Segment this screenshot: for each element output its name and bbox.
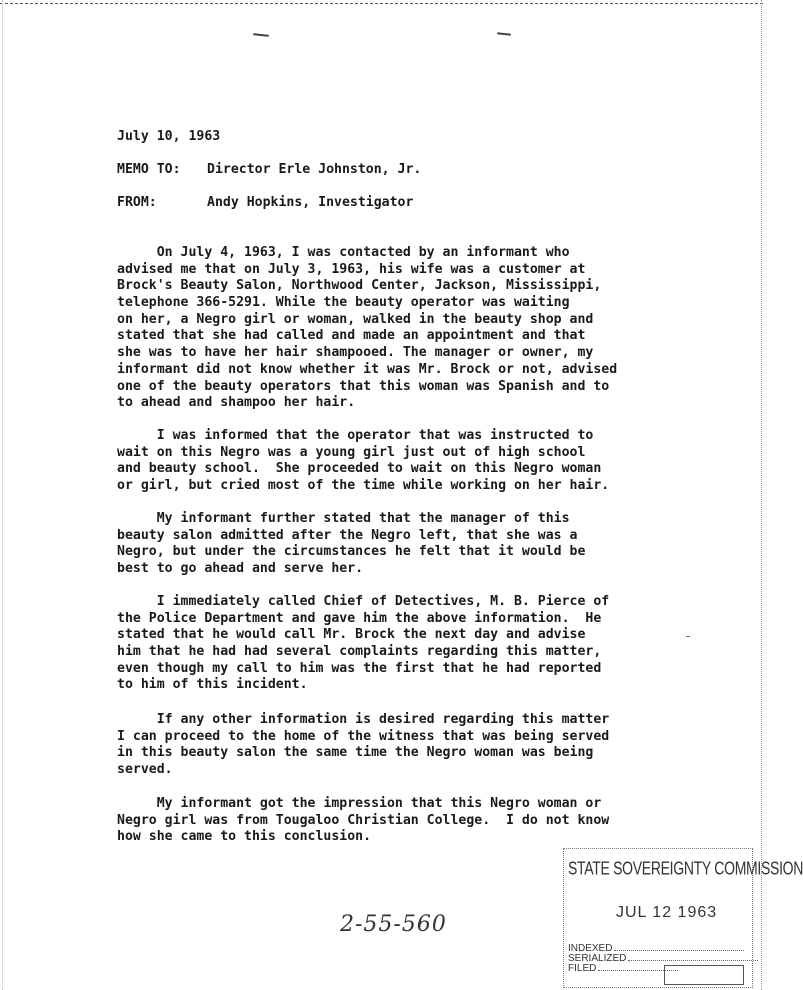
memo-date: July 10, 1963 <box>117 129 221 144</box>
paragraph-line: even though my call to him was the first that he had reported <box>117 660 602 676</box>
memo-to-value: Director Erle Johnston, Jr. <box>207 162 422 177</box>
stamp-initials-box <box>664 965 744 985</box>
paragraph-line: I was informed that the operator that was instructed to <box>117 428 594 443</box>
paragraph-line: On July 4, 1963, I was contacted by an informant who <box>117 245 570 260</box>
paragraph-line: in this beauty salon the same time the Negro woman was being <box>117 745 594 761</box>
paragraph-line: to ahead and shampoo her hair. <box>117 395 356 411</box>
paragraph-line: telephone 366-5291. While the beauty operator was waiting <box>117 295 570 311</box>
paragraph-line: served. <box>117 762 173 778</box>
smudge-mark <box>253 33 269 37</box>
paragraph-line: or girl, but cried most of the time while working on her hair. <box>117 478 610 494</box>
paragraph-line: one of the beauty operators that this woman was Spanish and to <box>117 378 610 394</box>
paragraph-line: advised me that on July 3, 1963, his wife was a customer at <box>117 261 586 277</box>
stamp-date: JUL 12 1963 <box>616 904 718 921</box>
paragraph-line: Negro, but under the circumstances he felt that it would be <box>117 544 586 560</box>
paragraph-line: My informant got the impression that this Negro woman or <box>117 796 602 811</box>
stamp-row-label: INDEXED <box>568 943 613 954</box>
left-edge-rule <box>2 0 3 990</box>
paragraph-line: beauty salon admitted after the Negro left, that she was a <box>117 527 578 543</box>
paragraph-line: him that he had had several complaints regarding this matter, <box>117 644 602 660</box>
paragraph-line: the Police Department and gave him the above information. He <box>117 610 602 626</box>
stamp-dotted-line <box>614 950 744 951</box>
memo-paragraph-6 <box>117 796 717 846</box>
memo-to-label: MEMO TO: <box>117 162 181 177</box>
received-stamp <box>563 848 803 988</box>
paragraph-line: best to go ahead and serve her. <box>117 561 364 577</box>
paragraph-line: informant did not know whether it was Mr. Brock or not, advised <box>117 361 618 377</box>
memo-paragraph-4 <box>117 594 717 694</box>
memo-paragraph-1 <box>117 245 717 412</box>
paragraph-line: and beauty school. She proceeded to wait on this Negro woman <box>117 461 602 477</box>
stamp-row-label: SERIALIZED <box>568 953 627 964</box>
paragraph-line: I can proceed to the home of the witness that was being served <box>117 728 610 744</box>
stamp-row-filed <box>568 963 678 974</box>
memo-paragraph-3 <box>117 511 717 578</box>
paragraph-line: Negro girl was from Tougaloo Christian College. I do not know <box>117 812 610 828</box>
memo-from-label: FROM: <box>117 195 157 210</box>
paragraph-line: If any other information is desired regarding this matter <box>117 712 610 727</box>
paragraph-line: I immediately called Chief of Detectives, M. B. Pierce of <box>117 594 610 609</box>
paragraph-line: wait on this Negro was a young girl just out of high school <box>117 444 586 460</box>
paragraph-line: to him of this incident. <box>117 677 308 693</box>
stamp-row-label: FILED <box>568 963 597 974</box>
paragraph-line: she was to have her hair shampooed. The manager or owner, my <box>117 345 594 361</box>
memo-paragraph-2 <box>117 428 717 495</box>
memo-from-value: Andy Hopkins, Investigator <box>207 195 414 210</box>
margin-mark <box>686 636 690 637</box>
smudge-mark <box>497 32 511 35</box>
paragraph-line: My informant further stated that the manager of this <box>117 511 570 526</box>
paragraph-line: stated that she had called and made an appointment and that <box>117 328 586 344</box>
paragraph-line: on her, a Negro girl or woman, walked in the beauty shop and <box>117 311 594 327</box>
paragraph-line: Brock's Beauty Salon, Northwood Center, Jackson, Mississippi, <box>117 278 602 294</box>
memo-paragraph-5 <box>117 712 717 779</box>
top-edge-rule <box>0 3 763 4</box>
stamp-dotted-line <box>628 960 758 961</box>
right-edge-rule <box>761 0 762 990</box>
handwritten-file-number: 2-55-560 <box>340 912 447 937</box>
paragraph-line: stated that he would call Mr. Brock the next day and advise <box>117 627 586 643</box>
paragraph-line: how she came to this conclusion. <box>117 829 372 845</box>
stamp-title: STATE SOVEREIGNTY COMMISSION <box>568 857 803 879</box>
